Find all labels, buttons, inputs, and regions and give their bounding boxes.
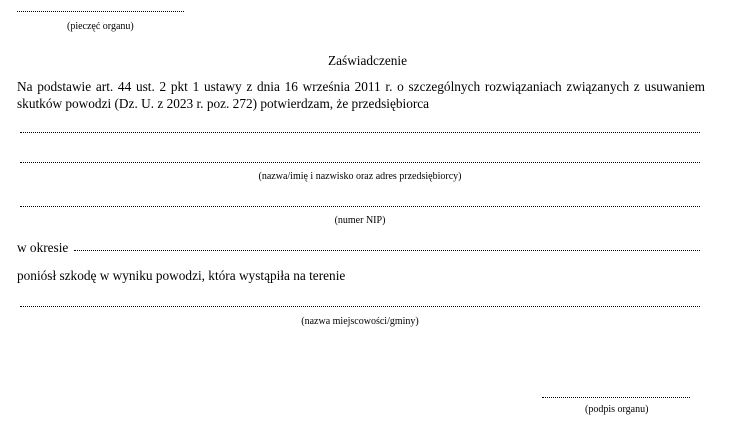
place-line[interactable] [20, 306, 700, 307]
company-name-caption: (nazwa/imię i nazwisko oraz adres przedsiębiorcy) [258, 171, 462, 182]
signature-caption: (podpis organu) [585, 404, 649, 415]
stamp-line [17, 11, 184, 12]
stamp-caption: (pieczęć organu) [67, 21, 134, 32]
document-title: Zaświadczenie [328, 53, 407, 68]
company-name-line-2[interactable] [20, 162, 700, 163]
nip-caption: (numer NIP) [334, 215, 386, 226]
intro-paragraph: Na podstawie art. 44 ust. 2 pkt 1 ustawy z dnia 16 września 2011 r. o szczególnych rozwiązaniach związanych z usuwaniem skutków powodzi (Dz. U. z 2023 r. poz. 272) potwierdzam, że przedsiębiorca [17, 79, 705, 111]
period-line[interactable] [74, 250, 700, 251]
company-name-line-1[interactable] [20, 132, 700, 133]
damage-text: poniósł szkodę w wyniku powodzi, która wystąpiła na terenie [17, 268, 346, 283]
signature-line[interactable] [542, 397, 690, 398]
period-label: w okresie [17, 240, 69, 255]
place-caption: (nazwa miejscowości/gminy) [301, 316, 419, 327]
nip-line[interactable] [20, 206, 700, 207]
